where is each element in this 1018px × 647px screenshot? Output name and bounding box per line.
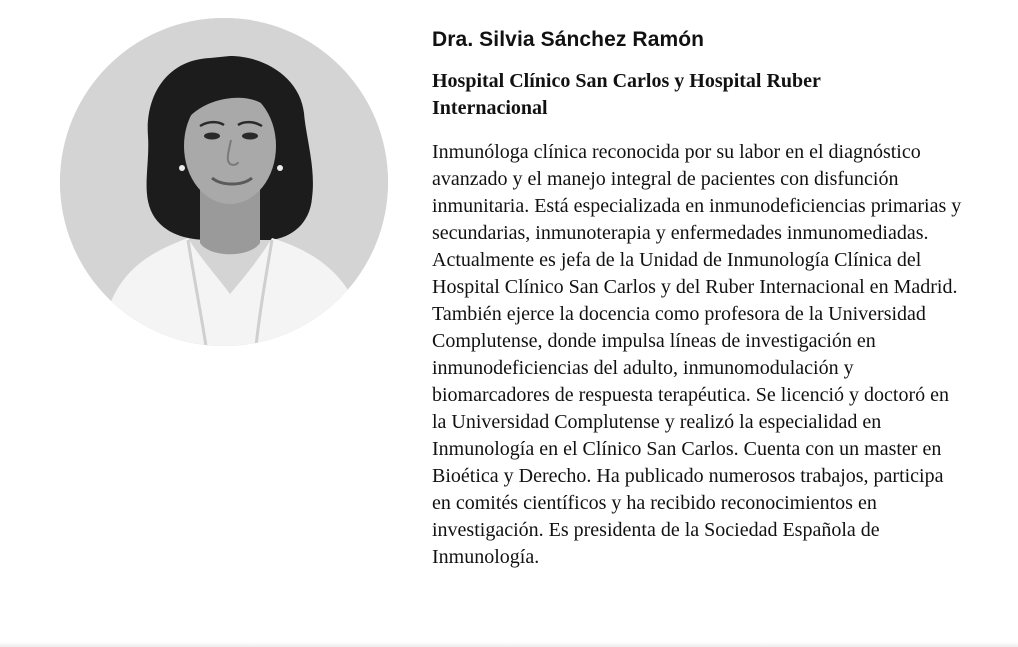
profile-text: [432, 22, 972, 571]
portrait-illustration: [60, 18, 388, 346]
profile-photo: [60, 18, 388, 346]
hospital-affiliation: Hospital Clínico San Carlos y Hospital Ruber Internacional: [432, 70, 821, 119]
biography-text: Inmunóloga clínica reconocida por su labor en el diagnóstico avanzado y el manejo integral de pacientes con disfunción inmunitaria. Está especializada en inmunodeficiencias primarias y secundarias, inmunoterapia y enfermedades inmunomediadas. Actualmente es jefa de la Unidad de Inmunología Clínica del Hospital Clínico San Carlos y del Ruber Internacional en Madrid. También ejerce la docencia como profesora de la Universidad Complutense, donde impulsa líneas de investigación en inmunodeficiencias del adulto, inmunomodulación y biomarcadores de respuesta terapéutica. Se licenció y doctoró en la Universidad Complutense y realizó la especialidad en Inmunología en el Clínico San Carlos. Cuenta con un master en Bioética y Derecho. Ha publicado numerosos trabajos, participa en comités científicos y ha recibido reconocimientos en investigación. Es presidenta de la Sociedad Española de Inmunología.: [432, 141, 962, 568]
doctor-name: Dra. Silvia Sánchez Ramón: [432, 28, 705, 51]
bottom-edge-shadow: [0, 642, 1018, 647]
